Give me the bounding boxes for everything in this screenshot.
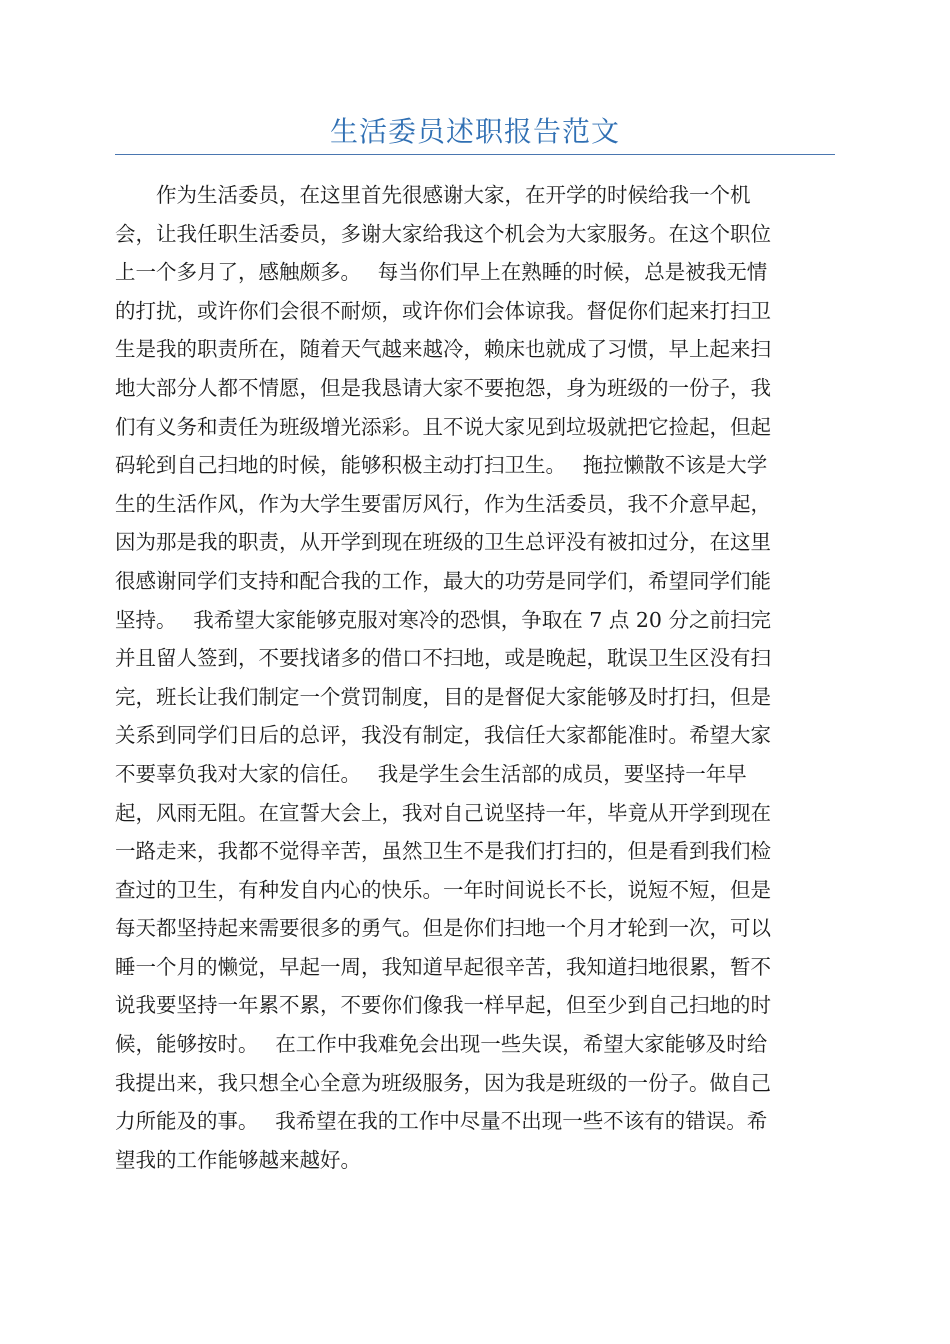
body-line: 坚持。 我希望大家能够克服对寒冷的恐惧，争取在 7 点 20 分之前扫完 <box>115 607 771 632</box>
body-line: 因为那是我的职责，从开学到现在班级的卫生总评没有被扣过分，在这里 <box>115 530 771 555</box>
body-line: 会，让我任职生活委员，多谢大家给我这个机会为大家服务。在这个职位 <box>115 221 771 246</box>
body-line: 力所能及的事。 我希望在我的工作中尽量不出现一些不该有的错误。希 <box>115 1109 768 1134</box>
body-line: 上一个多月了，感触颇多。 每当你们早上在熟睡的时候，总是被我无情 <box>115 260 768 285</box>
document-body <box>115 176 835 1179</box>
body-line: 很感谢同学们支持和配合我的工作，最大的功劳是同学们，希望同学们能 <box>115 568 771 593</box>
body-line: 望我的工作能够越来越好。 <box>115 1147 361 1172</box>
body-line: 作为生活委员，在这里首先很感谢大家，在开学的时候给我一个机 <box>115 183 751 207</box>
body-line: 一路走来，我都不觉得辛苦，虽然卫生不是我们打扫的，但是看到我们检 <box>115 839 771 864</box>
body-line: 并且留人签到，不要找诸多的借口不扫地，或是晚起，耽误卫生区没有扫 <box>115 646 771 671</box>
body-line: 每天都坚持起来需要很多的勇气。但是你们扫地一个月才轮到一次，可以 <box>115 916 771 941</box>
body-line: 们有义务和责任为班级增光添彩。且不说大家见到垃圾就把它捡起，但起 <box>115 414 771 439</box>
document-title: 生活委员述职报告范文 <box>329 115 620 148</box>
body-line: 生的生活作风，作为大学生要雷厉风行，作为生活委员，我不介意早起， <box>115 491 771 516</box>
body-line: 码轮到自己扫地的时候，能够积极主动打扫卫生。 拖拉懒散不该是大学 <box>115 453 768 478</box>
title-underline <box>115 154 835 155</box>
body-line: 生是我的职责所在，随着天气越来越冷，赖床也就成了习惯，早上起来扫 <box>115 337 771 362</box>
body-line: 关系到同学们日后的总评，我没有制定，我信任大家都能准时。希望大家 <box>115 723 771 748</box>
body-line: 完，班长让我们制定一个赏罚制度，目的是督促大家能够及时打扫，但是 <box>115 684 771 709</box>
body-line: 查过的卫生，有种发自内心的快乐。一年时间说长不长，说短不短，但是 <box>115 877 771 902</box>
body-line: 起，风雨无阻。在宣誓大会上，我对自己说坚持一年，毕竟从开学到现在 <box>115 800 771 825</box>
body-line: 的打扰，或许你们会很不耐烦，或许你们会体谅我。督促你们起来打扫卫 <box>115 298 771 323</box>
body-line: 睡一个月的懒觉，早起一周，我知道早起很辛苦，我知道扫地很累，暂不 <box>115 954 771 979</box>
body-line: 候，能够按时。 在工作中我难免会出现一些失误，希望大家能够及时给 <box>115 1032 768 1057</box>
body-line: 地大部分人都不情愿，但是我恳请大家不要抱怨，身为班级的一份子，我 <box>115 375 771 400</box>
body-line: 我提出来，我只想全心全意为班级服务，因为我是班级的一份子。做自己 <box>115 1070 771 1095</box>
body-line: 不要辜负我对大家的信任。 我是学生会生活部的成员，要坚持一年早 <box>115 761 747 786</box>
body-line: 说我要坚持一年累不累，不要你们像我一样早起，但至少到自己扫地的时 <box>115 993 771 1018</box>
